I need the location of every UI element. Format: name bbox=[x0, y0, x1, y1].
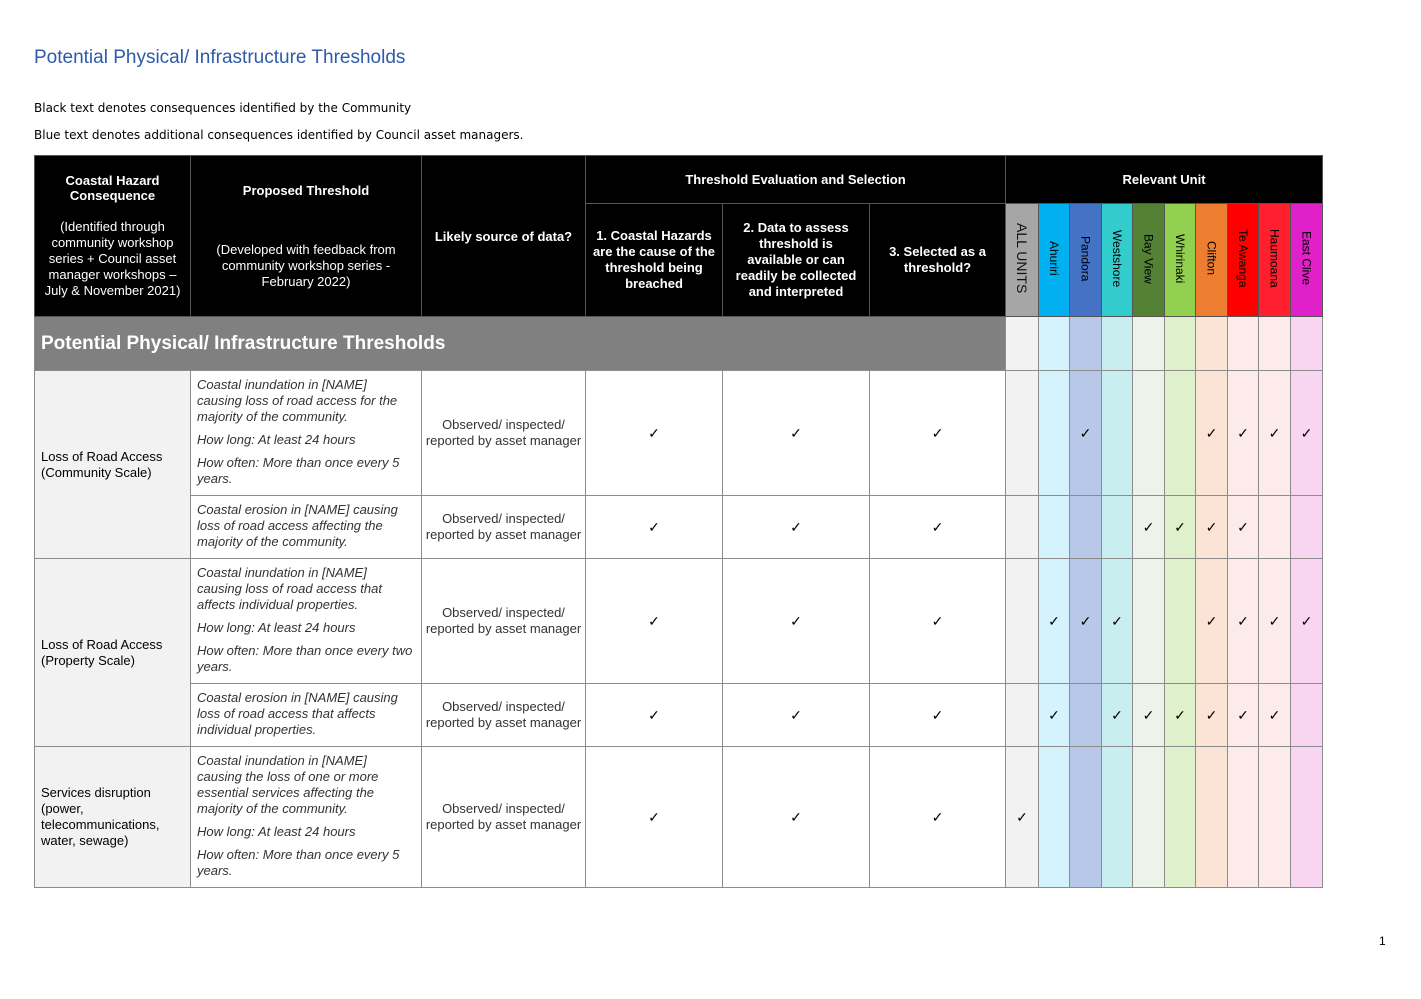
unit-label: Haumoana bbox=[1267, 229, 1282, 288]
evaluation-check-cell: ✓ bbox=[870, 684, 1006, 747]
unit-cell bbox=[1070, 747, 1102, 888]
threshold-text: Coastal inundation in [NAME] causing loss of road access that affects individual properties. bbox=[197, 565, 382, 612]
section-unit-cell bbox=[1070, 317, 1102, 371]
unit-cell bbox=[1259, 496, 1291, 559]
unit-cell: ✓ bbox=[1228, 371, 1259, 496]
unit-cell bbox=[1102, 496, 1133, 559]
header-relevant-unit: Relevant Unit bbox=[1006, 156, 1323, 204]
legend-note-black: Black text denotes consequences identified by the Community bbox=[34, 101, 412, 115]
unit-cell bbox=[1039, 371, 1070, 496]
unit-cell: ✓ bbox=[1259, 559, 1291, 684]
unit-cell: ✓ bbox=[1228, 496, 1259, 559]
unit-cell bbox=[1102, 747, 1133, 888]
evaluation-check-cell: ✓ bbox=[586, 747, 723, 888]
unit-cell bbox=[1006, 684, 1039, 747]
threshold-cell bbox=[191, 559, 422, 684]
evaluation-check-cell: ✓ bbox=[586, 371, 723, 496]
unit-cell bbox=[1165, 371, 1196, 496]
header-threshold-sub: (Developed with feedback from community workshop series - February 2022) bbox=[216, 241, 396, 289]
source-cell: Observed/ inspected/ reported by asset manager bbox=[422, 684, 586, 747]
unit-cell: ✓ bbox=[1196, 496, 1228, 559]
section-unit-cell bbox=[1102, 317, 1133, 371]
unit-cell: ✓ bbox=[1228, 684, 1259, 747]
thresholds-table bbox=[34, 155, 1323, 888]
evaluation-check-cell: ✓ bbox=[723, 747, 870, 888]
header-source: Likely source of data? bbox=[422, 156, 586, 317]
evaluation-check-cell: ✓ bbox=[723, 684, 870, 747]
evaluation-check-cell: ✓ bbox=[723, 496, 870, 559]
threshold-cell bbox=[191, 496, 422, 559]
header-threshold bbox=[191, 156, 422, 317]
section-unit-cell bbox=[1291, 317, 1323, 371]
evaluation-check-cell: ✓ bbox=[723, 371, 870, 496]
header-consequence-title: Coastal Hazard Consequence bbox=[65, 173, 160, 203]
unit-cell bbox=[1165, 559, 1196, 684]
unit-label: Te Awanga bbox=[1236, 229, 1250, 288]
threshold-text: Coastal erosion in [NAME] causing loss of road access affecting the majority of the community. bbox=[197, 502, 398, 549]
unit-cell bbox=[1196, 747, 1228, 888]
unit-cell: ✓ bbox=[1039, 684, 1070, 747]
unit-cell: ✓ bbox=[1196, 684, 1228, 747]
evaluation-check-cell: ✓ bbox=[870, 559, 1006, 684]
evaluation-check-cell: ✓ bbox=[586, 496, 723, 559]
evaluation-check-cell: ✓ bbox=[723, 559, 870, 684]
header-consequence-sub: (Identified through community workshop series + Council asset manager workshops – July & November 2021) bbox=[44, 219, 181, 298]
unit-label: Whirinaki bbox=[1173, 233, 1187, 284]
section-title: Potential Physical/ Infrastructure Thresholds bbox=[35, 317, 1006, 371]
unit-label: ALL UNITS bbox=[1014, 223, 1030, 294]
source-cell: Observed/ inspected/ reported by asset manager bbox=[422, 496, 586, 559]
threshold-row bbox=[35, 496, 1323, 559]
threshold-text: Coastal erosion in [NAME] causing loss of road access that affects individual properties. bbox=[197, 690, 398, 737]
section-unit-cell bbox=[1165, 317, 1196, 371]
unit-label: Bay View bbox=[1141, 233, 1156, 284]
threshold-text: How often: More than once every 5 years. bbox=[197, 455, 400, 486]
unit-cell: ✓ bbox=[1133, 496, 1165, 559]
header-eval-1: 1. Coastal Hazards are the cause of the threshold being breached bbox=[586, 204, 723, 317]
unit-cell bbox=[1039, 747, 1070, 888]
unit-header-bay-view bbox=[1133, 204, 1165, 317]
section-unit-cell bbox=[1196, 317, 1228, 371]
source-cell: Observed/ inspected/ reported by asset manager bbox=[422, 371, 586, 496]
threshold-text: How often: More than once every two years. bbox=[197, 643, 413, 674]
unit-cell bbox=[1291, 496, 1323, 559]
source-cell: Observed/ inspected/ reported by asset manager bbox=[422, 559, 586, 684]
threshold-cell bbox=[191, 371, 422, 496]
threshold-text: How long: At least 24 hours bbox=[197, 620, 356, 635]
evaluation-check-cell: ✓ bbox=[870, 747, 1006, 888]
threshold-text: How long: At least 24 hours bbox=[197, 432, 356, 447]
threshold-row bbox=[35, 747, 1323, 888]
source-cell: Observed/ inspected/ reported by asset manager bbox=[422, 747, 586, 888]
threshold-text: Coastal inundation in [NAME] causing the loss of one or more essential services affecting the majority of the community. bbox=[197, 753, 379, 816]
section-row bbox=[35, 317, 1323, 371]
evaluation-check-cell: ✓ bbox=[870, 496, 1006, 559]
unit-cell: ✓ bbox=[1165, 684, 1196, 747]
unit-label: Clifton bbox=[1204, 241, 1219, 276]
unit-header-westshore bbox=[1102, 204, 1133, 317]
unit-cell: ✓ bbox=[1006, 747, 1039, 888]
unit-cell bbox=[1165, 747, 1196, 888]
unit-header-whirinaki bbox=[1165, 204, 1196, 317]
evaluation-check-cell: ✓ bbox=[586, 559, 723, 684]
unit-cell: ✓ bbox=[1196, 371, 1228, 496]
unit-header-haumoana bbox=[1259, 204, 1291, 317]
unit-header-east-clive bbox=[1291, 204, 1323, 317]
threshold-row bbox=[35, 559, 1323, 684]
header-consequence bbox=[35, 156, 191, 317]
page-title: Potential Physical/ Infrastructure Thresholds bbox=[34, 47, 406, 68]
unit-cell bbox=[1070, 684, 1102, 747]
unit-header-te-awanga bbox=[1228, 204, 1259, 317]
unit-cell bbox=[1291, 684, 1323, 747]
unit-cell: ✓ bbox=[1039, 559, 1070, 684]
unit-cell bbox=[1259, 747, 1291, 888]
unit-cell bbox=[1133, 747, 1165, 888]
unit-cell bbox=[1102, 371, 1133, 496]
unit-cell bbox=[1006, 496, 1039, 559]
unit-cell bbox=[1070, 496, 1102, 559]
unit-cell: ✓ bbox=[1102, 559, 1133, 684]
evaluation-check-cell: ✓ bbox=[586, 684, 723, 747]
consequence-cell: Loss of Road Access (Property Scale) bbox=[35, 559, 191, 747]
threshold-text: How long: At least 24 hours bbox=[197, 824, 356, 839]
threshold-cell bbox=[191, 747, 422, 888]
unit-cell: ✓ bbox=[1291, 371, 1323, 496]
threshold-cell bbox=[191, 684, 422, 747]
unit-header-all-units bbox=[1006, 204, 1039, 317]
section-unit-cell bbox=[1133, 317, 1165, 371]
unit-label: Ahuriri bbox=[1047, 241, 1061, 276]
unit-header-pandora bbox=[1070, 204, 1102, 317]
unit-cell bbox=[1133, 371, 1165, 496]
threshold-text: Coastal inundation in [NAME] causing loss of road access for the majority of the community. bbox=[197, 377, 398, 424]
section-unit-cell bbox=[1228, 317, 1259, 371]
unit-cell: ✓ bbox=[1196, 559, 1228, 684]
unit-cell: ✓ bbox=[1259, 684, 1291, 747]
unit-cell: ✓ bbox=[1070, 371, 1102, 496]
page-number: 1 bbox=[1379, 934, 1386, 948]
unit-cell: ✓ bbox=[1259, 371, 1291, 496]
unit-cell bbox=[1006, 371, 1039, 496]
threshold-row bbox=[35, 371, 1323, 496]
unit-label: East Clive bbox=[1299, 231, 1314, 286]
evaluation-check-cell: ✓ bbox=[870, 371, 1006, 496]
unit-cell bbox=[1039, 496, 1070, 559]
header-eval-3: 3. Selected as a threshold? bbox=[870, 204, 1006, 317]
consequence-cell: Services disruption (power, telecommunications, water, sewage) bbox=[35, 747, 191, 888]
header-evaluation: Threshold Evaluation and Selection bbox=[586, 156, 1006, 204]
unit-cell bbox=[1006, 559, 1039, 684]
section-unit-cell bbox=[1006, 317, 1039, 371]
legend-note-blue: Blue text denotes additional consequences identified by Council asset managers. bbox=[34, 128, 524, 142]
unit-label: Pandora bbox=[1078, 235, 1093, 282]
unit-header-ahuriri bbox=[1039, 204, 1070, 317]
unit-cell: ✓ bbox=[1291, 559, 1323, 684]
unit-cell: ✓ bbox=[1102, 684, 1133, 747]
unit-cell bbox=[1228, 747, 1259, 888]
header-threshold-title: Proposed Threshold bbox=[242, 182, 370, 198]
unit-cell: ✓ bbox=[1228, 559, 1259, 684]
unit-cell bbox=[1133, 559, 1165, 684]
unit-cell bbox=[1291, 747, 1323, 888]
unit-cell: ✓ bbox=[1165, 496, 1196, 559]
section-unit-cell bbox=[1259, 317, 1291, 371]
unit-cell: ✓ bbox=[1133, 684, 1165, 747]
unit-cell: ✓ bbox=[1070, 559, 1102, 684]
header-eval-2: 2. Data to assess threshold is available or can readily be collected and interpreted bbox=[723, 204, 870, 317]
consequence-cell: Loss of Road Access (Community Scale) bbox=[35, 371, 191, 559]
unit-label: Westshore bbox=[1110, 229, 1124, 288]
threshold-row bbox=[35, 684, 1323, 747]
threshold-text: How often: More than once every 5 years. bbox=[197, 847, 400, 878]
unit-header-clifton bbox=[1196, 204, 1228, 317]
section-unit-cell bbox=[1039, 317, 1070, 371]
